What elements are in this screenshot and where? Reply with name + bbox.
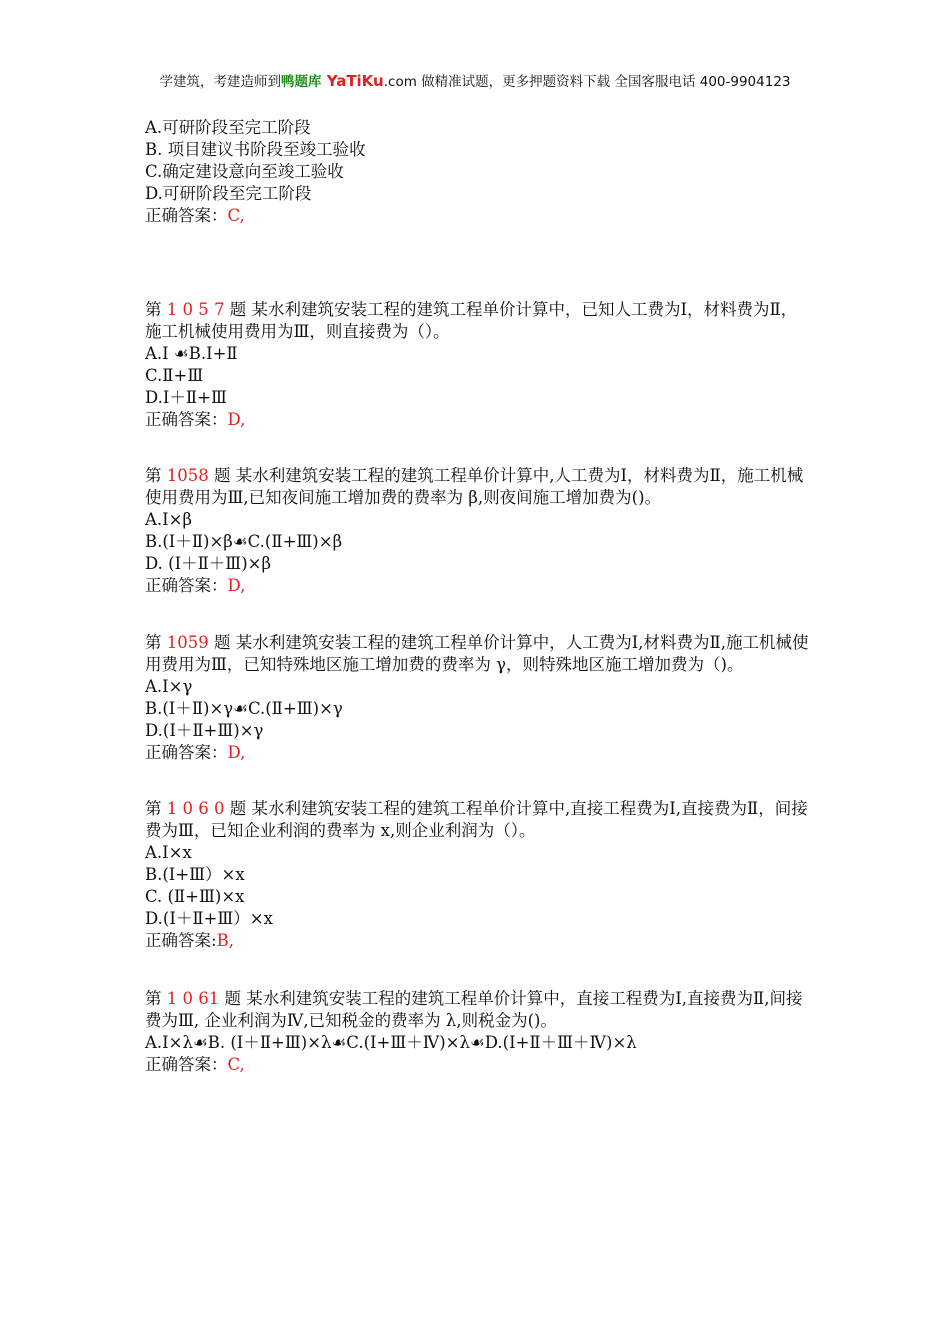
question-block-1057 xyxy=(145,299,810,431)
answer-label: 正确答案: xyxy=(145,931,217,950)
option-a: A.Ⅰ×γ xyxy=(145,677,193,696)
answer-value: D, xyxy=(227,576,246,595)
option-d: D.Ⅰ＋Ⅱ+Ⅲ xyxy=(145,388,227,407)
header-suffix: .com 做精准试题，更多押题资料下载 全国客服电话 400-9904123 xyxy=(383,74,791,90)
question-block-1058 xyxy=(145,465,810,597)
option-bc: B.(Ⅰ＋Ⅱ)×γ☙C.(Ⅱ+Ⅲ)×γ xyxy=(145,699,343,718)
answer-line xyxy=(145,1054,810,1076)
option-d: D. (Ⅰ＋Ⅱ＋Ⅲ)×β xyxy=(145,554,272,573)
option-a: A.可研阶段至完工阶段 xyxy=(145,118,311,137)
option-d: D.可研阶段至完工阶段 xyxy=(145,184,312,203)
options-inline: A.Ⅰ×λ☙B. (Ⅰ＋Ⅱ+Ⅲ)×λ☙C.(Ⅰ+Ⅲ＋Ⅳ)×λ☙D.(Ⅰ+Ⅱ＋Ⅲ＋Ⅳ)×λ xyxy=(145,1033,637,1052)
answer-value: C, xyxy=(227,206,245,225)
option-a: A.Ⅰ×x xyxy=(145,843,192,862)
question-number: 1058 xyxy=(166,466,209,485)
option-bc: B.(Ⅰ＋Ⅱ)×β☙C.(Ⅱ+Ⅲ)×β xyxy=(145,532,343,551)
question-prefix: 第 xyxy=(145,300,167,319)
answer-value: D, xyxy=(227,410,246,429)
page-header xyxy=(0,72,950,91)
question-body: 题 某水利建筑安装工程的建筑工程单价计算中,直接工程费为Ⅰ,直接费为Ⅱ，间接费为Ⅲ，已知企业利润的费率为 x,则企业利润为（）。 xyxy=(145,799,808,840)
question-list xyxy=(145,117,810,1076)
question-prefix: 第 xyxy=(145,799,167,818)
question-body: 题 某水利建筑安装工程的建筑工程单价计算中，人工费为Ⅰ,材料费为Ⅱ,施工机械使用费用为Ⅲ，已知特殊地区施工增加费的费率为 γ，则特殊地区施工增加费为（)。 xyxy=(145,633,809,674)
answer-line xyxy=(145,930,810,952)
option-d: D.(Ⅰ＋Ⅱ+Ⅲ)×γ xyxy=(145,721,264,740)
option-c: C. (Ⅱ+Ⅲ)×x xyxy=(145,887,245,906)
question-stem xyxy=(145,299,810,343)
question-block-1060 xyxy=(145,798,810,952)
question-body: 题 某水利建筑安装工程的建筑工程单价计算中，已知人工费为Ⅰ，材料费为Ⅱ，施工机械使用费用为Ⅲ，则直接费为（）。 xyxy=(145,300,798,341)
answer-label: 正确答案： xyxy=(145,1055,228,1074)
answer-value: D, xyxy=(227,743,246,762)
question-block-1059 xyxy=(145,632,810,764)
question-stem xyxy=(145,798,810,842)
answer-line xyxy=(145,742,810,764)
question-stem xyxy=(145,632,810,676)
answer-label: 正确答案： xyxy=(145,410,228,429)
question-number: 1059 xyxy=(166,633,209,652)
option-c: C.确定建设意向至竣工验收 xyxy=(145,162,344,181)
answer-value: C, xyxy=(227,1055,245,1074)
answer-label: 正确答案： xyxy=(145,206,228,225)
question-number: 1 0 5 7 xyxy=(166,300,225,319)
question-block-prev xyxy=(145,117,810,227)
option-b: B. 项目建议书阶段至竣工验收 xyxy=(145,140,366,159)
option-b: B.(Ⅰ+Ⅲ）×x xyxy=(145,865,245,884)
answer-label: 正确答案： xyxy=(145,743,228,762)
answer-line xyxy=(145,575,810,597)
question-number: 1 0 6 0 xyxy=(166,799,225,818)
question-stem xyxy=(145,465,810,509)
answer-value: B, xyxy=(216,931,234,950)
header-prefix: 学建筑，考建造师到 xyxy=(159,74,281,90)
question-body: 题 某水利建筑安装工程的建筑工程单价计算中，直接工程费为Ⅰ,直接费为Ⅱ,间接费为Ⅲ, 企业利润为Ⅳ,已知税金的费率为 λ,则税金为()。 xyxy=(145,989,803,1030)
brand-name-cn: 鸭题库 xyxy=(280,74,322,90)
question-block-1061 xyxy=(145,988,810,1076)
question-prefix: 第 xyxy=(145,466,167,485)
question-stem xyxy=(145,988,810,1032)
option-a: A.Ⅰ×β xyxy=(145,510,193,529)
answer-line xyxy=(145,205,810,227)
answer-line xyxy=(145,409,810,431)
question-body: 题 某水利建筑安装工程的建筑工程单价计算中,人工费为Ⅰ，材料费为Ⅱ，施工机械使用费用为Ⅲ,已知夜间施工增加费的费率为 β,则夜间施工增加费为()。 xyxy=(145,466,804,507)
option-ab: A.Ⅰ ☙B.Ⅰ+Ⅱ xyxy=(145,344,238,363)
question-prefix: 第 xyxy=(145,633,167,652)
option-d: D.(Ⅰ＋Ⅱ+Ⅲ）×x xyxy=(145,909,273,928)
question-number: 1 0 61 xyxy=(166,989,220,1008)
answer-label: 正确答案： xyxy=(145,576,228,595)
brand-name-en: YaTiKu xyxy=(321,72,384,90)
question-prefix: 第 xyxy=(145,989,167,1008)
option-c: C.Ⅱ+Ⅲ xyxy=(145,366,204,385)
